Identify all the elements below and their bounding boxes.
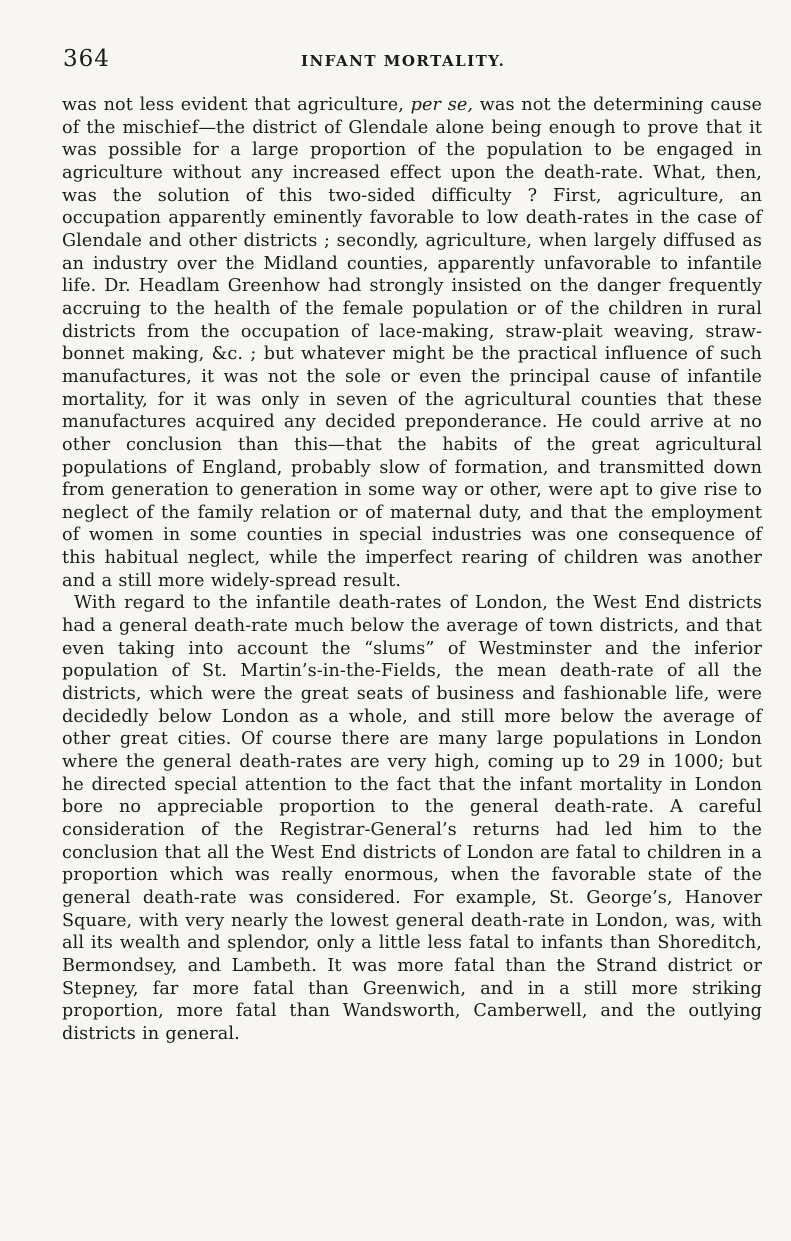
paragraph-1 <box>62 94 762 592</box>
body-text <box>62 94 762 1046</box>
page-number: 364 <box>63 46 110 72</box>
running-title: INFANT MORTALITY. <box>301 52 506 70</box>
paragraph-1-italic: per se, <box>410 95 474 115</box>
page-header <box>63 46 761 76</box>
paragraph-1-part-1: was not less evident that agriculture, <box>62 95 411 115</box>
paragraph-2: With regard to the infantile death-rates of London, the West End districts had a general death-rate much below the average of town districts, and that even taking into account the “slums” of Westminster and the inferior population of St. Martin’s-in-the-Fields, the mean death-rate of all the districts, which were the great seats of business and fashionable life, were decidedly below London as a whole, and still more below the average of other great cities. Of course there are many large populations in London where the general death-rates are very high, coming up to 29 in 1000; but he directed special attention to the fact that the infant mortality in London bore no appreciable proportion to the general death-rate. A careful consideration of the Registrar-General’s returns had led him to the conclusion that all the West End districts of London are fatal to children in a proportion which was really enormous, when the favorable state of the general death-rate was considered. For example, St. George’s, Hanover Square, with very nearly the lowest general death-rate in London, was, with all its wealth and splendor, only a little less fatal to infants than Shoreditch, Bermondsey, and Lambeth. It was more fatal than the Strand district or Stepney, far more fatal than Greenwich, and in a still more striking proportion, more fatal than Wandsworth, Camberwell, and the outlying districts in general. <box>62 593 762 1044</box>
paragraph-1-part-2: was not the determining cause of the mischief—the district of Glendale alone being enough to prove that it was possible for a large proportion of the population to be engaged in agriculture without any increased effect upon the death-rate. What, then, was the solution of this two-sided difficulty ? First, agriculture, an occupation apparently eminently favorable to low death-rates in the case of Glendale and other districts ; secondly, agriculture, when largely diffused as an industry over the Midland counties, apparently unfavorable to infantile life. Dr. Headlam Greenhow had strongly insisted on the danger frequently accruing to the health of the female population or of the children in rural districts from the occupation of lace-making, straw-plait weaving, straw-bonnet making, &c. ; but whatever might be the practical influence of such manufactures, it was not the sole or even the principal cause of infantile mortality, for it was only in seven of the agricultural counties that these manufactures acquired any decided preponderance. He could arrive at no other conclusion than this—that the habits of the great agricultural populations of England, probably slow of formation, and transmitted down from generation to generation in some way or other, were apt to give rise to neglect of the family relation or of maternal duty, and that the employment of women in some counties in special industries was one consequence of this habitual neglect, while the imperfect rearing of children was another and a still more widely-spread result. <box>62 95 762 591</box>
